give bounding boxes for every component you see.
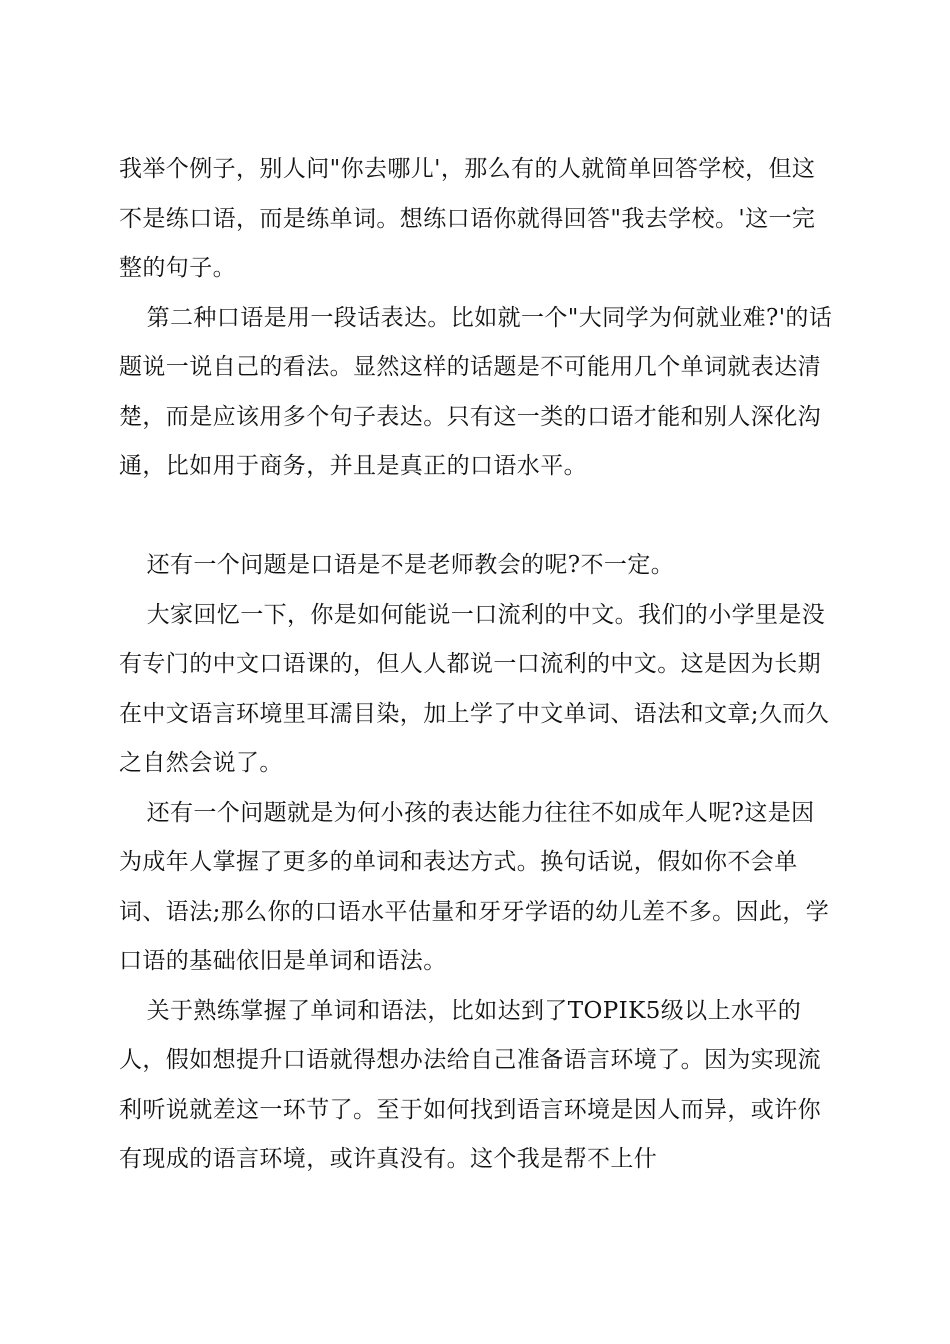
paragraph-children: 还有一个问题就是为何小孩的表达能力往往不如成年人呢?这是因为成年人掌握了更多的单词和表达方式。换句话说，假如你不会单词、语法;那么你的口语水平估量和牙牙学语的幼儿差不多。因此，学口语的基础依旧是单词和语法。	[119, 799, 830, 974]
paragraph-teacher-question: 还有一个问题是口语是不是老师教会的呢?不一定。	[146, 552, 675, 578]
paragraph-second-type: 第二种口语是用一段话表达。比如就一个"大同学为何就业难?'的话题说一说自己的看法。显然这样的话题是不可能用几个单词就表达清楚，而是应该用多个句子表达。只有这一类的口语才能和别人深化沟通，比如用于商务，并且是真正的口语水平。	[119, 304, 833, 479]
document-body	[119, 145, 834, 1185]
paragraph-environment: 关于熟练掌握了单词和语法，比如达到了TOPIK5级以上水平的人，假如想提升口语就得想办法给自己准备语言环境了。因为实现流利听说就差这一环节了。至于如何找到语言环境是因人而异，或许你有现成的语言环境，或许真没有。这个我是帮不上什	[119, 997, 821, 1172]
paragraph-recall: 大家回忆一下，你是如何能说一口流利的中文。我们的小学里是没有专门的中文口语课的，但人人都说一口流利的中文。这是因为长期在中文语言环境里耳濡目染，加上学了中文单词、语法和文章;久而久之自然会说了。	[119, 601, 830, 776]
paragraph-example: 我举个例子，别人问"你去哪儿'，那么有的人就简单回答学校，但这不是练口语，而是练单词。想练口语你就得回答"我去学校。'这一完整的句子。	[119, 156, 816, 281]
paragraph-gap	[119, 492, 834, 542]
